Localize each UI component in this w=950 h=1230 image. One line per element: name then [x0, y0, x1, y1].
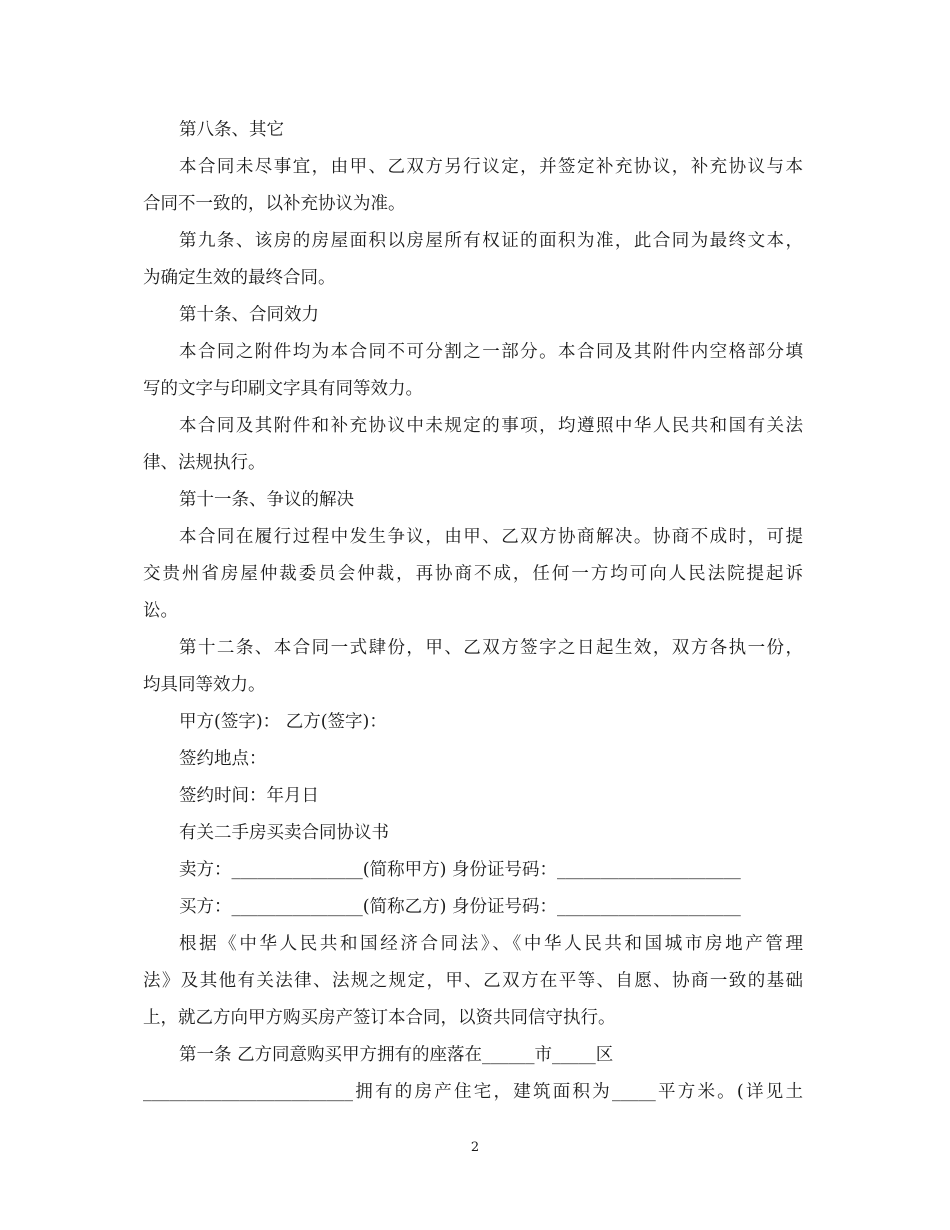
paragraph-line: 根据《中华人民共和国经济合同法》、《中华人民共和国城市房地产管理 [179, 934, 803, 954]
paragraph-line: 写的文字与印刷文字具有同等效力。 [143, 379, 423, 399]
paragraph-line: 本合同之附件均为本合同不可分割之一部分。本合同及其附件内空格部分填 [179, 342, 803, 362]
signing-date: 签约时间：年月日 [179, 786, 319, 806]
paragraph-line: 本合同在履行过程中发生争议，由甲、乙双方协商解决。协商不成时，可提 [179, 527, 803, 547]
paragraph-line: 为确定生效的最终合同。 [143, 268, 336, 288]
heading-article-10: 第十条、合同效力 [179, 305, 319, 325]
signing-place: 签约地点： [179, 749, 267, 769]
paragraph-line: 本合同未尽事宜，由甲、乙双方另行议定，并签定补充协议，补充协议与本 [179, 157, 803, 177]
heading-article-11: 第十一条、争议的解决 [179, 490, 354, 510]
paragraph-line: 第十二条、本合同一式肆份，甲、乙双方签字之日起生效，双方各执一份， [179, 638, 803, 658]
signature-line: 甲方(签字)： 乙方(签字)： [179, 712, 387, 732]
paragraph-line: 法》及其他有关法律、法规之规定，甲、乙双方在平等、自愿、协商一致的基础 [143, 971, 803, 991]
contract-title: 有关二手房买卖合同协议书 [179, 823, 389, 843]
paragraph-line: 合同不一致的，以补充协议为准。 [143, 194, 406, 214]
paragraph-line: 第九条、该房的房屋面积以房屋所有权证的面积为准，此合同为最终文本， [179, 231, 803, 251]
page-number: 2 [470, 1140, 480, 1155]
paragraph-line: 均具同等效力。 [143, 675, 266, 695]
article-1-line: 第一条 乙方同意购买甲方拥有的座落在______市_____区 [179, 1045, 614, 1065]
article-1-line: ________________________拥有的房产住宅，建筑面积为_____平方米。(详见土 [143, 1082, 803, 1102]
paragraph-line: 上，就乙方向甲方购买房产签订本合同，以资共同信守执行。 [143, 1008, 616, 1028]
heading-article-8: 第八条、其它 [179, 120, 284, 140]
paragraph-line: 本合同及其附件和补充协议中未规定的事项，均遵照中华人民共和国有关法 [179, 416, 803, 436]
paragraph-line: 交贵州省房屋仲裁委员会仲裁，再协商不成，任何一方均可向人民法院提起诉 [143, 564, 803, 584]
buyer-line: 买方：_______________(简称乙方) 身份证号码：_____________________ [179, 897, 741, 917]
paragraph-line: 律、法规执行。 [143, 453, 266, 473]
seller-line: 卖方：_______________(简称甲方) 身份证号码：_____________________ [179, 860, 741, 880]
paragraph-line: 讼。 [143, 601, 178, 621]
